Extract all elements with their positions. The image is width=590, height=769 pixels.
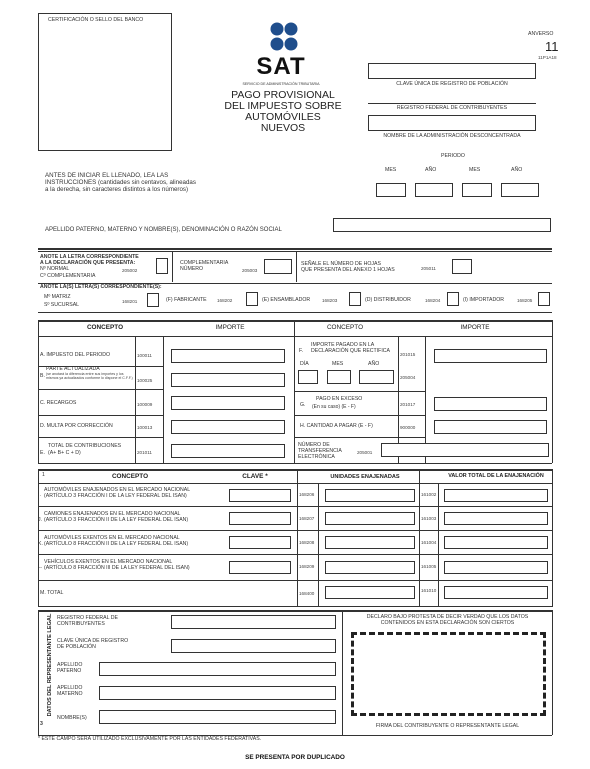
t2-clave-input[interactable] [229, 561, 291, 574]
name-input[interactable] [333, 218, 551, 232]
decl-title-2: A LA DECLARACIÓN QUE PRESENTA: [40, 260, 136, 266]
t1-row-d-code: 100013 [137, 425, 153, 430]
t2-valor-input[interactable] [444, 489, 548, 502]
t1-row-b-code: 100025 [137, 378, 153, 383]
divider [294, 415, 425, 416]
bank-stamp-label: CERTIFICACIÓN O SELLO DEL BANCO [48, 17, 144, 23]
t2-clave-header: CLAVE * [242, 473, 268, 480]
divider [38, 248, 552, 250]
divider [135, 336, 136, 463]
tipo-imp-input[interactable] [538, 292, 550, 306]
t1-fecha-code: 205004 [400, 375, 416, 380]
t1-row-f-letter: F. [299, 348, 304, 354]
divider [38, 469, 39, 607]
periodo-mes2-input[interactable] [462, 183, 492, 197]
t2-clave-input[interactable] [229, 536, 291, 549]
t1-row-c-input[interactable] [171, 396, 285, 410]
curp-input[interactable] [368, 63, 536, 79]
form-title-line-1: PAGO PROVISIONAL [231, 89, 335, 101]
t2-total-valor-input[interactable] [444, 586, 548, 599]
t1-row-e-input[interactable] [171, 444, 285, 458]
declaracion-text-1: DECLARO BAJO PROTESTA DE DECIR VERDAD QUE LOS DATOS [366, 614, 529, 620]
t2-code-1: 168209 [299, 564, 315, 569]
t1-row-g-label-2: (En su caso) (E - F) [312, 404, 356, 410]
divider [38, 554, 552, 555]
t1-row-e-label-1: TOTAL DE CONTRIBUCIONES [48, 443, 122, 449]
t2-valor-input[interactable] [444, 512, 548, 525]
form-title [213, 90, 353, 134]
t1-fecha-ano-label: AÑO [368, 361, 380, 367]
tipo-fabricante: (F) FABRICANTE [166, 297, 207, 303]
t1-row-d-input[interactable] [171, 420, 285, 434]
admin-label: NOMBRE DE LA ADMINISTRACIÓN DESCONCENTRADA [383, 133, 521, 139]
t1-row-a-input[interactable] [171, 349, 285, 363]
divider [552, 610, 553, 735]
tipo-title: ANOTE LA(S) LETRA(S) CORRESPONDIENTE(S): [40, 284, 162, 290]
form-title-line-4: NUEVOS [260, 122, 306, 135]
t2-row-letter: I. [38, 492, 41, 498]
t2-valor-input[interactable] [444, 536, 548, 549]
t2-unidades-header: UNIDADES ENAJENADAS [330, 474, 400, 480]
t1-row-f-input[interactable] [434, 349, 547, 363]
t1-trans-input[interactable] [381, 443, 549, 457]
t1-fecha-dia-label: DÍA [300, 361, 309, 367]
t1-row-a-code: 100011 [137, 353, 152, 358]
tipo-importador: (I) IMPORTADOR [463, 297, 505, 303]
t1-row-h-label: H. CANTIDAD A PAGAR (E - F) [300, 423, 373, 429]
tipo-ens-input[interactable] [349, 292, 361, 306]
curp-label: CLAVE ÚNICA DE REGISTRO DE POBLACIÓN [396, 81, 508, 87]
decl-compl-input[interactable] [264, 259, 292, 274]
t1-concepto-header-2: CONCEPTO [326, 324, 364, 331]
rep-nom-label: NOMBRE(S) [57, 715, 87, 721]
decl-normal: Nº NORMAL [40, 266, 70, 272]
tipo-ensamblador: (E) ENSAMBLADOR [262, 297, 311, 303]
t1-row-b-input[interactable] [171, 373, 285, 387]
t2-code-1: 168206 [299, 492, 315, 497]
rep-ap-input[interactable] [99, 662, 336, 676]
t1-trans-code: 205001 [357, 450, 373, 455]
t1-row-g-input[interactable] [434, 397, 547, 411]
t1-trans-label-2: TRANSFERENCIA [298, 448, 342, 454]
t2-number: 1 [42, 472, 45, 478]
t2-row-label-1: CAMIONES ENAJENADOS EN EL MERCADO NACIONAL [44, 511, 181, 517]
divider [342, 610, 343, 735]
divider [38, 483, 552, 484]
t1-importe-header-2: IMPORTE [460, 324, 490, 331]
rep-am-input[interactable] [99, 686, 336, 700]
t1-fecha-mes-input[interactable] [327, 370, 351, 384]
t2-row-letter: K. [38, 541, 43, 547]
periodo-mes1-input[interactable] [376, 183, 406, 197]
tipo-distribuidor: (D) DISTRIBUIDOR [365, 297, 411, 303]
t1-row-f-code: 201015 [400, 352, 416, 357]
decl-compl: Cº COMPLEMENTARIA [40, 273, 96, 279]
t1-row-g-letter: G. [300, 402, 306, 408]
t1-row-f-label-2: DECLARACIÓN QUE RECTIFICA [311, 348, 390, 354]
t2-code-1: 168208 [299, 540, 315, 545]
decl-compl-code: 205003 [242, 268, 258, 273]
divider [318, 483, 319, 607]
t2-row-label-1: VEHÍCULOS EXENTOS EN EL MERCADO NACIONAL [44, 559, 173, 565]
rep-rfc-label-1: REGISTRO FEDERAL DE [57, 615, 118, 621]
rep-ap-label-2: PATERNO [57, 668, 82, 674]
admin-input[interactable] [368, 115, 536, 131]
divider [38, 437, 163, 438]
t2-valor-header: VALOR TOTAL DE LA ENAJENACIÓN [448, 473, 544, 479]
divider [38, 336, 552, 337]
t1-fecha-dia-input[interactable] [298, 370, 318, 384]
divider [38, 251, 552, 252]
t2-clave-input[interactable] [229, 489, 291, 502]
periodo-ano2-input[interactable] [501, 183, 539, 197]
anverso-label: ANVERSO [528, 31, 554, 37]
decl-hojas-2: QUE PRESENTA DEL ANEXO 1 HOJAS [301, 267, 395, 273]
divider [38, 506, 552, 507]
rep-am-label-1: APELLIDO [57, 685, 83, 691]
t2-total-code-1: 168400 [299, 591, 315, 596]
rep-curp-label-2: DE POBLACIÓN [57, 644, 96, 650]
decl-compl-num: COMPLEMENTARIA [180, 260, 229, 266]
t1-row-d-label: D. MULTA POR CORRECCIÓN [40, 423, 113, 429]
firma-label: FIRMA DEL CONTRIBUYENTE O REPRESENTANTE LEGAL [375, 723, 520, 729]
sat-logo-text: SAT [256, 53, 306, 80]
t2-code-2: 161004 [421, 540, 437, 545]
divider [38, 580, 552, 581]
t2-unidades-input[interactable] [325, 489, 415, 502]
t1-row-a-label: A. IMPUESTO DEL PERIODO [40, 352, 111, 358]
divider [552, 320, 553, 463]
declaracion-text-2: CONTENIDOS EN ESTA DECLARACIÓN SON CIERTOS [380, 620, 515, 626]
rep-side-label: DATOS DEL REPRESENTANTE LEGAL [47, 613, 53, 717]
instructions [45, 172, 196, 193]
periodo-ano1-input[interactable] [415, 183, 453, 197]
bank-stamp-box [38, 13, 172, 151]
periodo-ano1-label: AÑO [425, 167, 437, 173]
t1-row-h-code: 900000 [400, 425, 416, 430]
periodo-mes2-label: MES [469, 167, 481, 173]
divider [38, 606, 552, 607]
divider [172, 252, 173, 282]
divider [38, 312, 552, 313]
t2-row-label-2: (ARTÍCULO 8 FRACCIÓN III DE LA LEY FEDERAL DEL ISAN) [44, 565, 190, 571]
t2-row-label-1: AUTOMÓVILES ENAJENADOS EN EL MERCADO NACIONAL [44, 487, 191, 493]
divider [552, 469, 553, 607]
divider [38, 530, 552, 531]
rep-am-label-2: MATERNO [57, 691, 83, 697]
divider [38, 469, 552, 471]
divider [294, 391, 425, 392]
decl-numero: NÚMERO [180, 266, 204, 272]
rfc-label: REGISTRO FEDERAL DE CONTRIBUYENTES [396, 105, 508, 111]
t2-code-1: 168207 [299, 516, 315, 521]
decl-normal-code: 205002 [122, 268, 138, 273]
t1-row-f-label-1: IMPORTE PAGADO EN LA [311, 342, 375, 348]
divider [294, 437, 425, 438]
t2-code-2: 161003 [421, 516, 437, 521]
t1-row-h-input[interactable] [434, 420, 547, 434]
instructions-line-2: INSTRUCCIONES (cantidades sin centavos, alineadas [45, 179, 196, 187]
t2-row-label-2: (ARTÍCULO 8 FRACCIÓN II DE LA LEY FEDERAL DEL ISAN) [44, 541, 189, 547]
tipo-fab-input[interactable] [246, 292, 258, 306]
t2-total-unidades-input[interactable] [325, 586, 415, 599]
divider [38, 610, 552, 612]
divider [38, 610, 39, 735]
t2-unidades-input[interactable] [325, 536, 415, 549]
rep-number: 3 [40, 721, 43, 727]
footnote: * ESTE CAMPO SERÁ UTILIZADO EXCLUSIVAMENTE POR LAS ENTIDADES FEDERATIVAS. [38, 736, 262, 742]
rep-ap-label-1: APELLIDO [57, 662, 83, 668]
t1-row-c-code: 100009 [137, 402, 153, 407]
decl-title-1: ANOTE LA LETRA CORRESPONDIENTE [40, 254, 139, 260]
duplicado-note: SE PRESENTA POR DUPLICADO [245, 754, 345, 761]
divider [163, 336, 164, 463]
rep-rfc-label-2: CONTRIBUYENTES [57, 621, 105, 627]
divider [38, 415, 163, 416]
rep-rfc-input[interactable] [171, 615, 336, 629]
tipo-matriz: Mº MATRIZ [44, 294, 71, 300]
t1-fecha-ano-input[interactable] [359, 370, 394, 384]
periodo-mes1-label: MES [385, 167, 397, 173]
tipo-fab-code: 168202 [217, 298, 233, 303]
rep-curp-label-1: CLAVE ÚNICA DE REGISTRO [57, 638, 129, 644]
t2-valor-input[interactable] [444, 561, 548, 574]
t1-trans-label-1: NÚMERO DE [298, 442, 330, 448]
t1-concepto-header-1: CONCEPTO [86, 324, 124, 331]
rep-curp-input[interactable] [171, 639, 336, 653]
tipo-imp-code: 168205 [517, 298, 533, 303]
t2-row-letter: J. [38, 517, 43, 523]
sat-logo-subtitle: SERVICIO DE ADMINISTRACIÓN TRIBUTARIA [242, 82, 320, 86]
t1-importe-header-1: IMPORTE [215, 324, 245, 331]
form-number: 11 [545, 39, 559, 54]
periodo-ano2-label: AÑO [511, 167, 523, 173]
divider [38, 320, 552, 322]
instructions-line-1: ANTES DE INICIAR EL LLENADO, LEA LAS [45, 172, 169, 179]
t2-concepto-header: CONCEPTO [111, 473, 149, 480]
instructions-line-3: a la derecha, sin caracteres distintos a los números) [45, 186, 189, 194]
form-code: 11P1A18 [538, 55, 557, 60]
t1-fecha-mes-label: MES [332, 361, 344, 367]
t2-code-2: 161005 [421, 564, 437, 569]
t2-row-letter: L. [38, 564, 43, 570]
t1-trans-label-3: ELECTRÓNICA [298, 454, 335, 460]
t2-clave-input[interactable] [229, 512, 291, 525]
decl-type-input[interactable] [156, 258, 168, 274]
t1-row-b-letter: B. [40, 373, 45, 379]
t1-row-g-code: 201017 [400, 402, 416, 407]
t2-row-label-1: AUTOMÓVILES EXENTOS EN EL MERCADO NACIONAL [44, 535, 180, 541]
tipo-dis-input[interactable] [447, 292, 459, 306]
decl-hojas-1: SEÑALE EL NÚMERO DE HOJAS [301, 261, 381, 267]
t2-total-label: M. TOTAL [40, 590, 64, 596]
name-label: APELLIDO PATERNO, MATERNO Y NOMBRE(S), DENOMINACIÓN O RAZÓN SOCIAL [45, 227, 282, 233]
t1-row-b-label-2: (se anotará la diferencia entre sus importes y los mismos ya actualizados conforme lo dispone el C.F.F.) [46, 372, 133, 380]
t2-unidades-input[interactable] [325, 561, 415, 574]
t2-row-label-2: (ARTÍCULO 3 FRACCIÓN II DE LA LEY FEDERAL DEL ISAN) [44, 517, 189, 523]
divider [38, 463, 552, 464]
decl-hojas-input[interactable] [452, 259, 472, 274]
tipo-code-1: 168201 [122, 299, 138, 304]
firma-box[interactable] [351, 632, 546, 716]
tipo-ens-code: 168203 [322, 298, 338, 303]
t2-code-2: 161002 [421, 492, 437, 497]
rfc-line [368, 103, 536, 104]
tipo-matriz-input[interactable] [147, 293, 159, 307]
t1-row-g-label-1: PAGO EN EXCESO [316, 396, 363, 402]
t2-row-label-2: (ARTÍCULO 3 FRACCIÓN I DE LA LEY FEDERAL DEL ISAN) [44, 493, 187, 499]
t2-unidades-input[interactable] [325, 512, 415, 525]
divider [419, 469, 420, 607]
divider [38, 389, 163, 390]
divider [296, 252, 297, 282]
divider [438, 483, 439, 607]
t1-row-e-letter: E. [40, 450, 45, 456]
tipo-dis-code: 168204 [425, 298, 441, 303]
divider [297, 469, 298, 607]
tipo-sucursal: Sº SUCURSAL [44, 302, 80, 308]
divider [38, 320, 39, 463]
t1-row-e-code: 201011 [137, 450, 152, 455]
form-title-line-3: AUTOMÓVILES [245, 111, 321, 124]
t2-total-code-2: 161010 [421, 588, 437, 593]
t1-row-c-label: C. RECARGOS [40, 400, 77, 406]
t1-row-b-label-1: PARTE ACTUALIZADA [46, 366, 100, 372]
decl-hojas-code: 205011 [421, 266, 436, 271]
form-title-line-2: DEL IMPUESTO SOBRE [224, 100, 342, 113]
periodo-label: PERIODO [441, 153, 465, 159]
t1-row-e-label-2: (A+ B+ C + D) [48, 450, 81, 456]
rep-nom-input[interactable] [99, 710, 336, 724]
